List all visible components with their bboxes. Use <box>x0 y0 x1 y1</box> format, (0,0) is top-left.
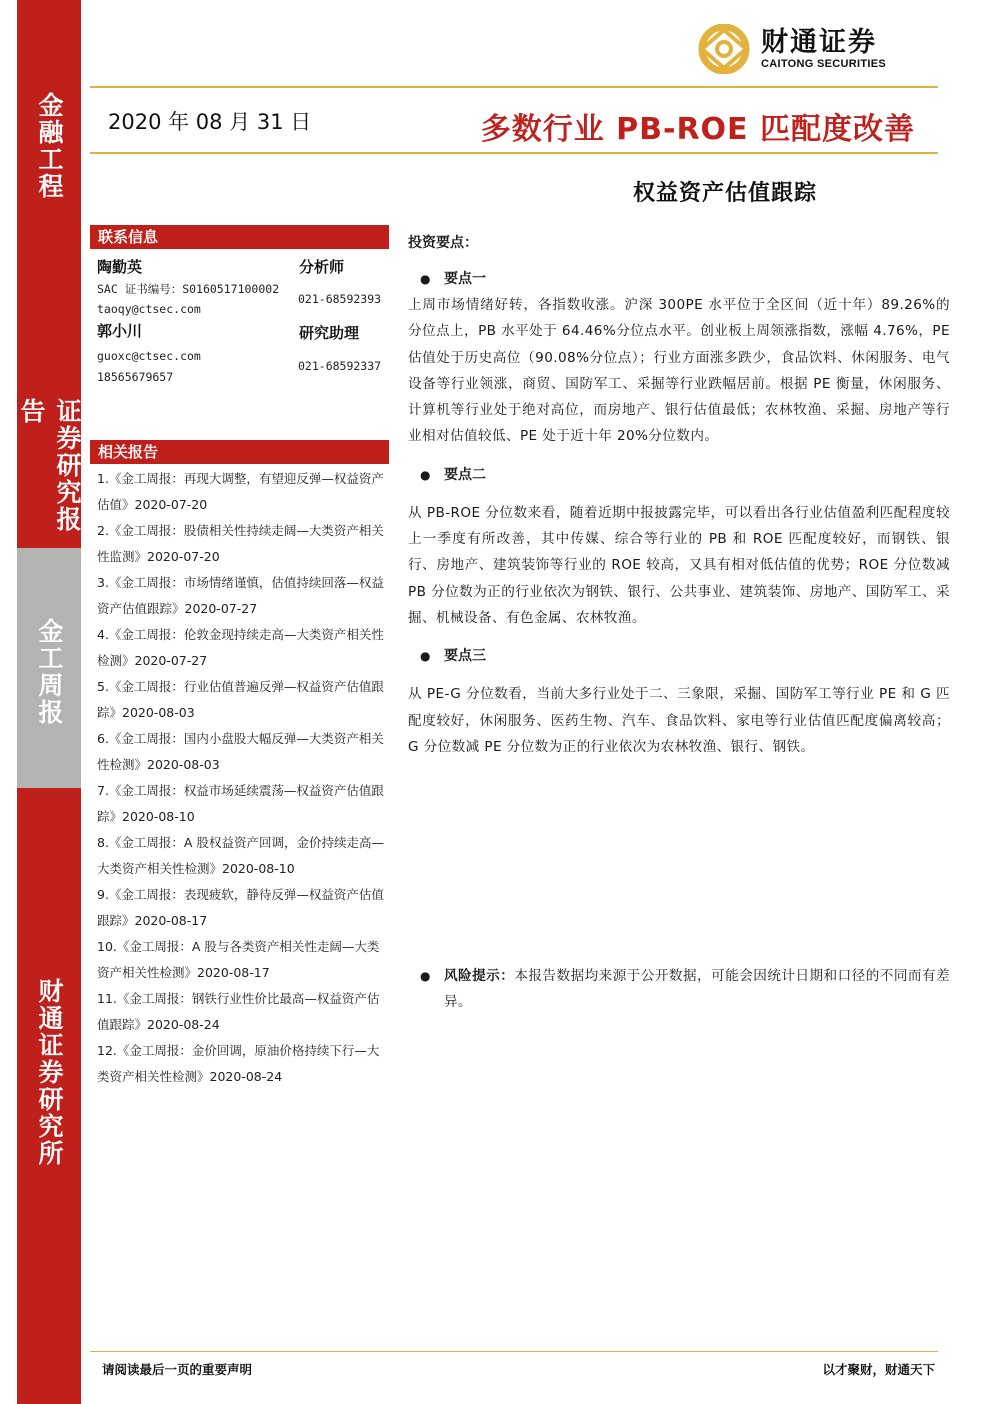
header-bottom-rule <box>90 152 938 154</box>
footer-disclaimer-note: 请阅读最后一页的重要声明 <box>102 1362 253 1377</box>
related-report-item[interactable]: 9.《金工周报：表现疲软，静待反弹—权益资产估值跟踪》2020-08-17 <box>97 887 384 928</box>
point-three-label: 要点三 <box>444 648 486 665</box>
point-one-text: 上周市场情绪好转，各指数收涨。沪深 300PE 水平位于全区间（近十年）89.26%的分位点上，PB 水平处于 64.46%分位点水平。创业板上周领涨指数，涨幅 4.76%，PE 估值处于历史高位（90.08%分位点）；行业方面涨多跌少，食品饮料、休闲服务、电气设备等行业领涨，商贸、国防军工、采掘等行业跌幅居前。根据 PE 衡量，休闲服务、计算机等行业处于绝对高位，而房地产、银行估值最低；农林牧渔、采掘、房地产等行业相对估值较低、PE 处于近十年 20%分位数内。 <box>408 297 950 445</box>
side-label-report-type: 证券研究报告 <box>17 398 82 533</box>
bullet-icon: ● <box>420 272 431 286</box>
point-one-label: 要点一 <box>444 271 486 287</box>
point-two-label: 要点二 <box>444 466 486 483</box>
assistant-mobile: 18565679657 <box>97 370 174 384</box>
related-report-item[interactable]: 3.《金工周报：市场情绪谨慎，估值持续回落—权益资产估值跟踪》2020-07-27 <box>97 575 384 616</box>
analyst-name: 陶勤英 <box>97 258 143 276</box>
point-three-text: 从 PE-G 分位数看，当前大多行业处于二、三象限，采掘、国防军工等行业 PE 和 G 匹配度较好，休闲服务、医药生物、汽车、食品饮料、家电等行业估值匹配度偏离较高；G 分位数减 PE 分位数为正的行业依次为农林牧渔、银行、钢铁。 <box>408 686 950 755</box>
side-band-red-top <box>17 0 81 548</box>
related-reports-header: 相关报告 <box>90 440 389 464</box>
point-three-heading <box>408 643 950 669</box>
related-report-item[interactable]: 6.《金工周报：国内小盘股大幅反弹—大类资产相关性检测》2020-08-03 <box>97 731 384 772</box>
company-logo <box>693 24 886 74</box>
related-report-item[interactable]: 4.《金工周报：伦敦金现持续走高—大类资产相关性检测》2020-07-27 <box>97 627 384 668</box>
point-one-heading <box>408 266 950 292</box>
main-content <box>408 232 950 760</box>
related-report-item[interactable]: 11.《金工周报：钢铁行业性价比最高—权益资产估值跟踪》2020-08-24 <box>97 991 380 1032</box>
risk-label: 风险提示： <box>444 968 515 984</box>
bullet-icon: ● <box>420 969 431 983</box>
related-report-item[interactable]: 12.《金工周报：金价回调，原油价格持续下行—大类资产相关性检测》2020-08-24 <box>97 1043 380 1084</box>
assistant-email[interactable]: guoxc@ctsec.com <box>97 349 201 363</box>
footer-rule <box>90 1351 938 1352</box>
logo-name-en: CAITONG SECURITIES <box>761 58 886 70</box>
report-subtitle: 权益资产估值跟踪 <box>632 181 817 206</box>
assistant-role: 研究助理 <box>299 324 360 342</box>
risk-warning <box>408 963 950 1015</box>
header-top-rule <box>90 86 938 88</box>
related-reports-list <box>97 466 389 1090</box>
related-report-item[interactable]: 8.《金工周报：A 股权益资产回调，金价持续走高—大类资产相关性检测》2020-08-10 <box>97 835 384 876</box>
point-two-heading <box>408 462 950 488</box>
analyst-phone: 021-68592393 <box>298 292 382 306</box>
bullet-icon: ● <box>420 649 431 664</box>
assistant-phone: 021-68592337 <box>298 359 382 373</box>
analyst-role: 分析师 <box>299 258 345 276</box>
related-report-item[interactable]: 1.《金工周报：再现大调整，有望迎反弹—权益资产估值》2020-07-20 <box>97 471 384 512</box>
report-title: 多数行业 PB-ROE 匹配度改善 <box>480 112 915 147</box>
related-report-item[interactable]: 5.《金工周报：行业估值普遍反弹—权益资产估值跟踪》2020-08-03 <box>97 679 384 720</box>
contact-section-header: 联系信息 <box>90 225 389 249</box>
report-date: 2020 年 08 月 31 日 <box>108 110 312 134</box>
risk-text: 本报告数据均来源于公开数据，可能会因统计日期和口径的不同而有差异。 <box>444 968 951 1010</box>
analyst-sac-number: SAC 证书编号：S0160517100002 <box>97 282 280 296</box>
side-band-red-bottom <box>17 788 81 1404</box>
analyst-email[interactable]: taoqy@ctsec.com <box>97 302 201 316</box>
caitong-logo-icon <box>693 24 755 74</box>
related-report-item[interactable]: 2.《金工周报：股债相关性持续走阔—大类资产相关性监测》2020-07-20 <box>97 523 384 564</box>
related-report-item[interactable]: 10.《金工周报：A 股与各类资产相关性走阔—大类资产相关性检测》2020-08-17 <box>97 939 380 980</box>
side-label-category: 金融工程 <box>35 92 64 200</box>
bullet-icon: ● <box>420 467 431 482</box>
side-band-gray <box>17 548 81 788</box>
side-label-series: 金工周报 <box>35 618 64 726</box>
related-report-item[interactable]: 7.《金工周报：权益市场延续震荡—权益资产估值跟踪》2020-08-10 <box>97 783 384 824</box>
key-points-title: 投资要点： <box>408 235 478 251</box>
logo-name-cn: 财通证券 <box>761 27 877 58</box>
point-two-text: 从 PB-ROE 分位数来看，随着近期中报披露完毕，可以看出各行业估值盈利匹配程度较上一季度有所改善，其中传媒、综合等行业的 PB 和 ROE 匹配度较好，而钢铁、银行、房地产、建筑装饰等行业的 ROE 较高，又具有相对低估值的优势；ROE 分位数减 PB 分位数为正的行业依次为钢铁、银行、公共事业、建筑装饰、房地产、国防军工、采掘、机械设备、有色金属、农林牧渔。 <box>408 504 950 626</box>
side-label-institute: 财通证券研究所 <box>35 978 64 1167</box>
footer-slogan: 以才聚财，财通天下 <box>822 1362 935 1377</box>
assistant-name: 郭小川 <box>97 322 143 340</box>
